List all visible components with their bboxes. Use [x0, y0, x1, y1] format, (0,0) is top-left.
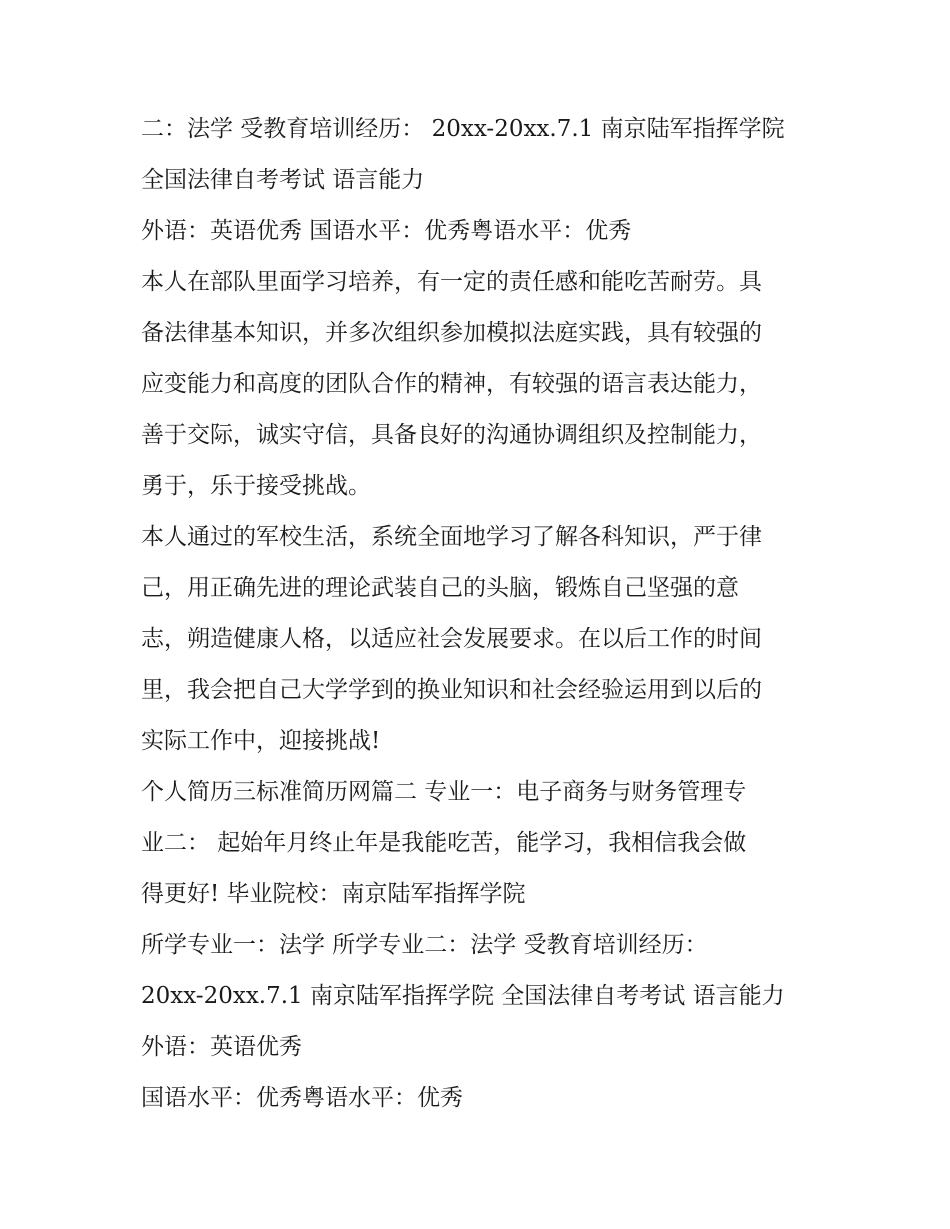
text-line-13: 实际工作中，迎接挑战!: [141, 728, 381, 754]
text-line-16: 得更好! 毕业院校：南京陆军指挥学院: [141, 881, 526, 907]
text-line-10: 己，用正确先进的理论武装自己的头脑，锻炼自己坚强的意: [141, 575, 739, 601]
text-line-15: 业二： 起始年月终止年是我能吃苦，能学习，我相信我会做: [141, 830, 747, 856]
text-line-6: 应变能力和高度的团队合作的精神，有较强的语言表达能力，: [141, 371, 762, 397]
text-line-12: 里，我会把自己大学学到的换业知识和社会经验运用到以后的: [141, 677, 762, 703]
text-line-5: 备法律基本知识，并多次组织参加模拟法庭实践，具有较强的: [141, 320, 762, 346]
text-line-20: 国语水平：优秀粤语水平：优秀: [141, 1085, 463, 1111]
document-body: [141, 104, 821, 1124]
text-line-8: 勇于，乐于接受挑战。: [141, 473, 371, 499]
text-line-4: 本人在部队里面学习培养，有一定的责任感和能吃苦耐劳。具: [141, 269, 762, 295]
text-line-1: 二：法学 受教育培训经历： 20xx-20xx.7.1 南京陆军指挥学院: [141, 116, 785, 142]
text-line-9: 本人通过的军校生活，系统全面地学习了解各科知识，严于律: [141, 524, 762, 550]
text-line-3: 外语：英语优秀 国语水平：优秀粤语水平：优秀: [141, 218, 632, 244]
text-line-14: 个人简历三标准简历网篇二 专业一：电子商务与财务管理专: [141, 779, 747, 805]
text-line-17: 所学专业一：法学 所学专业二：法学 受教育培训经历：: [141, 932, 708, 958]
text-line-19: 外语：英语优秀: [141, 1034, 302, 1060]
text-line-2: 全国法律自考考试 语言能力: [141, 167, 425, 193]
text-line-18: 20xx-20xx.7.1 南京陆军指挥学院 全国法律自考考试 语言能力: [141, 983, 785, 1009]
text-line-7: 善于交际，诚实守信，具备良好的沟通协调组织及控制能力，: [141, 422, 762, 448]
text-line-11: 志，朔造健康人格，以适应社会发展要求。在以后工作的时间: [141, 626, 762, 652]
